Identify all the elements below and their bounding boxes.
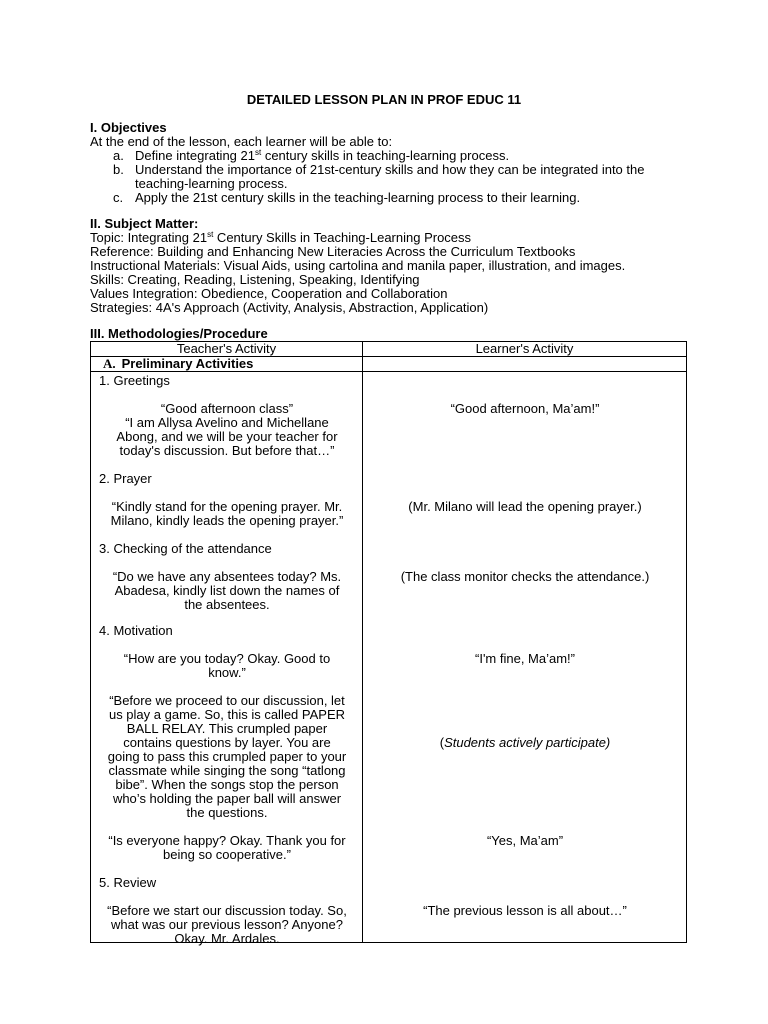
section-label (91, 357, 363, 372)
text-line: “Good afternoon class” (160, 401, 294, 416)
learner-happy: “Yes, Ma’am” (486, 833, 564, 848)
subject-values: Values Integration: Obedience, Cooperation and Collaboration (90, 286, 448, 301)
text-line: the questions. (186, 805, 268, 820)
objectives-list (90, 149, 690, 205)
procedure-heading: III. Methodologies/Procedure (90, 326, 268, 341)
subject-matter-section (90, 217, 690, 315)
attendance-text (91, 570, 363, 612)
page-title: DETAILED LESSON PLAN IN PROF EDUC 11 (246, 92, 522, 107)
teacher-activity-cell (91, 372, 363, 946)
text-line: who’s holding the paper ball will answer (112, 791, 342, 806)
objectives-intro: At the end of the lesson, each learner will be able to: (90, 134, 393, 149)
list-marker: a. (113, 148, 124, 163)
list-marker: c. (113, 190, 124, 205)
happy-text (91, 834, 363, 862)
text-line: BALL RELAY. This crumpled paper (126, 721, 328, 736)
text-line: classmate while singing the song “tatlong (108, 763, 346, 778)
subject-heading: II. Subject Matter: (90, 216, 199, 231)
motivation-text (91, 652, 363, 680)
motivation-label: 4. Motivation (99, 623, 173, 638)
review-label: 5. Review (99, 875, 157, 890)
text-line: “Before we start our discussion today. So, (107, 903, 347, 918)
learner-column-header: Learner's Activity (363, 342, 687, 357)
learner-attendance: (The class monitor checks the attendance.) (400, 569, 650, 584)
text-line: “Before we proceed to our discussion, let (109, 693, 345, 708)
text-line: “Kindly stand for the opening prayer. Mr. (111, 499, 343, 514)
objective-item (90, 163, 690, 191)
text-line: Okay. Mr. Ardales. (174, 931, 280, 946)
topic-text: Century Skills in Teaching-Learning Process (213, 230, 472, 245)
learner-activity-cell (363, 372, 687, 943)
procedure-table (90, 341, 687, 946)
greetings-label: 1. Greetings (99, 373, 170, 388)
text-line: “Do we have any absentees today? Ms. (112, 569, 342, 584)
subject-skills: Skills: Creating, Reading, Listening, Speaking, Identifying (90, 272, 420, 287)
objective-item (90, 149, 690, 163)
subject-topic (90, 231, 690, 245)
text-line: “Is everyone happy? Okay. Thank you for (108, 833, 346, 848)
section-empty-cell (363, 357, 687, 372)
teacher-column-header: Teacher's Activity (91, 342, 363, 357)
topic-text: Topic: Integrating 21 (90, 230, 208, 245)
text-line: Abadesa, kindly list down the names of (114, 583, 340, 598)
objectives-heading: I. Objectives (90, 120, 167, 135)
review-text (91, 904, 363, 946)
subject-reference: Reference: Building and Enhancing New Literacies Across the Curriculum Textbooks (90, 244, 576, 259)
text-line: contains questions by layer. You are (123, 735, 331, 750)
prayer-label: 2. Prayer (99, 471, 152, 486)
learner-review: “The previous lesson is all about…” (423, 903, 627, 918)
learner-game-text: Students actively participate) (444, 735, 611, 750)
superscript: st (254, 148, 262, 157)
subject-materials: Instructional Materials: Visual Aids, using cartolina and manila paper, illustration, and images. (90, 258, 626, 273)
objective-text: Apply the 21st century skills in the teaching-learning process to their learning. (135, 190, 581, 205)
learner-greetings: “Good afternoon, Ma’am!” (450, 401, 600, 416)
text-line: today's discussion. But before that…” (119, 443, 335, 458)
text-line: “I am Allysa Avelino and Michellane (125, 415, 329, 430)
learner-prayer: (Mr. Milano will lead the opening prayer.) (408, 499, 642, 514)
section-row (91, 357, 687, 372)
text-line: going to pass this crumpled paper to your (107, 749, 347, 764)
objective-text: Define integrating 21 (135, 148, 255, 163)
subject-strategies: Strategies: 4A's Approach (Activity, Analysis, Abstraction, Application) (90, 300, 489, 315)
text-line: what was our previous lesson? Anyone? (111, 917, 343, 932)
text-line: Milano, kindly leads the opening prayer.” (110, 513, 344, 528)
text-line: being so cooperative.” (163, 847, 291, 862)
text-line: know.” (208, 665, 246, 680)
text-line: “How are you today? Okay. Good to (123, 651, 331, 666)
attendance-label: 3. Checking of the attendance (99, 541, 272, 556)
objectives-section (90, 121, 690, 205)
text-line: Abong, and we will be your teacher for (116, 429, 338, 444)
superscript: st (207, 230, 214, 239)
paren: ( (439, 735, 445, 750)
game-text (91, 694, 363, 820)
section-roman: A. (103, 356, 116, 371)
text-line: bibe”. When the songs stop the person (115, 777, 339, 792)
objective-text: century skills in teaching-learning process. (261, 148, 510, 163)
objective-item (90, 191, 690, 205)
section-title: Preliminary Activities (121, 356, 254, 371)
learner-motivation: “I'm fine, Ma’am!” (475, 651, 575, 666)
table-row (91, 372, 687, 943)
objective-text: Understand the importance of 21st-century skills and how they can be integrated into the teaching-learning process. (135, 162, 645, 191)
prayer-text (91, 500, 363, 528)
learner-game (363, 736, 687, 750)
text-line: the absentees. (184, 597, 270, 612)
table-header-row (91, 342, 687, 357)
text-line: us play a game. So, this is called PAPER (108, 707, 346, 722)
greetings-text (91, 402, 363, 458)
list-marker: b. (113, 162, 124, 177)
